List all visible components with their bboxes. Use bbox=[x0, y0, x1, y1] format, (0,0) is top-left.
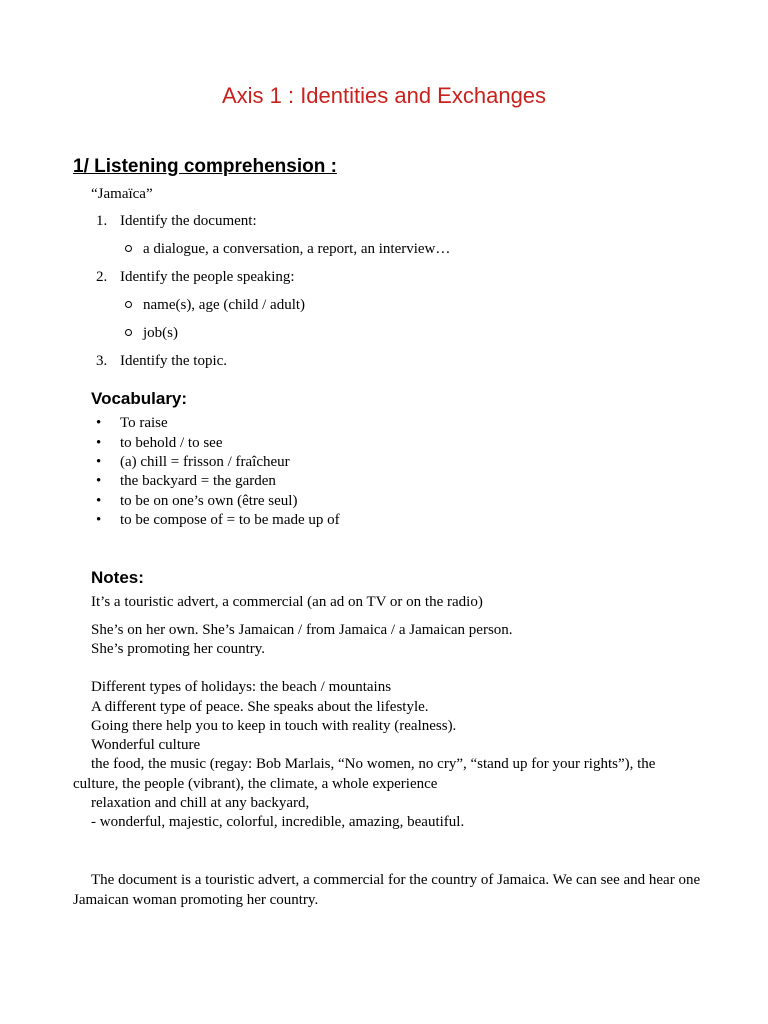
notes-advert: It’s a touristic advert, a commercial (an ad on TV or on the radio) bbox=[91, 594, 483, 610]
vocabulary-item: to behold / to see bbox=[120, 435, 223, 451]
vocabulary-item: to be on one’s own (être seul) bbox=[120, 493, 298, 509]
notes-food-paragraph: the food, the music (regay: Bob Marlais, “No women, no cry”, “stand up for your rights”), the culture, the people (vibrant), the climate, a whole experience bbox=[73, 756, 656, 792]
notes-own-line-1: She’s on her own. She’s Jamaican / from Jamaica / a Jamaican person. bbox=[91, 622, 513, 638]
list-item-text: Identify the topic. bbox=[120, 353, 228, 369]
list-number: 3. bbox=[96, 353, 108, 369]
notes-heading: Notes: bbox=[91, 568, 144, 587]
circle-bullet-icon bbox=[125, 301, 132, 308]
list-number: 2. bbox=[96, 269, 108, 285]
list-item-text: Identify the document: bbox=[120, 213, 257, 229]
circle-bullet-icon bbox=[125, 245, 132, 252]
bullet-icon: • bbox=[96, 415, 102, 431]
bullet-icon: • bbox=[96, 454, 102, 470]
notes-own-line-2: She’s promoting her country. bbox=[91, 641, 266, 657]
list-number: 1. bbox=[96, 213, 108, 229]
vocabulary-item: To raise bbox=[120, 415, 168, 431]
sub-list-item-text: a dialogue, a conversation, a report, an interview… bbox=[143, 241, 451, 257]
notes-reality: Going there help you to keep in touch with reality (realness). bbox=[91, 718, 457, 734]
vocabulary-item: the backyard = the garden bbox=[120, 473, 276, 489]
bullet-icon: • bbox=[96, 473, 102, 489]
notes-holidays: Different types of holidays: the beach / mountains bbox=[91, 679, 392, 695]
bullet-icon: • bbox=[96, 512, 102, 528]
section-heading-listening: 1/ Listening comprehension : bbox=[73, 156, 337, 177]
bullet-icon: • bbox=[96, 493, 102, 509]
sub-list-item-text: name(s), age (child / adult) bbox=[143, 297, 306, 313]
notes-culture: Wonderful culture bbox=[91, 737, 201, 753]
summary-paragraph: The document is a touristic advert, a commercial for the country of Jamaica. We can see and hear one Jamaican woman promoting her country. bbox=[73, 872, 701, 908]
bullet-icon: • bbox=[96, 435, 102, 451]
circle-bullet-icon bbox=[125, 329, 132, 336]
vocabulary-item: (a) chill = frisson / fraîcheur bbox=[120, 454, 290, 470]
vocabulary-heading: Vocabulary: bbox=[91, 389, 188, 408]
notes-relaxation: relaxation and chill at any backyard, bbox=[91, 795, 310, 811]
sub-list-item-text: job(s) bbox=[143, 325, 178, 341]
notes-peace: A different type of peace. She speaks about the lifestyle. bbox=[91, 699, 429, 715]
notes-adjectives: - wonderful, majestic, colorful, incredible, amazing, beautiful. bbox=[91, 814, 465, 830]
list-item-text: Identify the people speaking: bbox=[120, 269, 295, 285]
document-source-title: “Jamaïca” bbox=[91, 186, 153, 202]
page-title: Axis 1 : Identities and Exchanges bbox=[221, 83, 547, 108]
vocabulary-item: to be compose of = to be made up of bbox=[120, 512, 340, 528]
